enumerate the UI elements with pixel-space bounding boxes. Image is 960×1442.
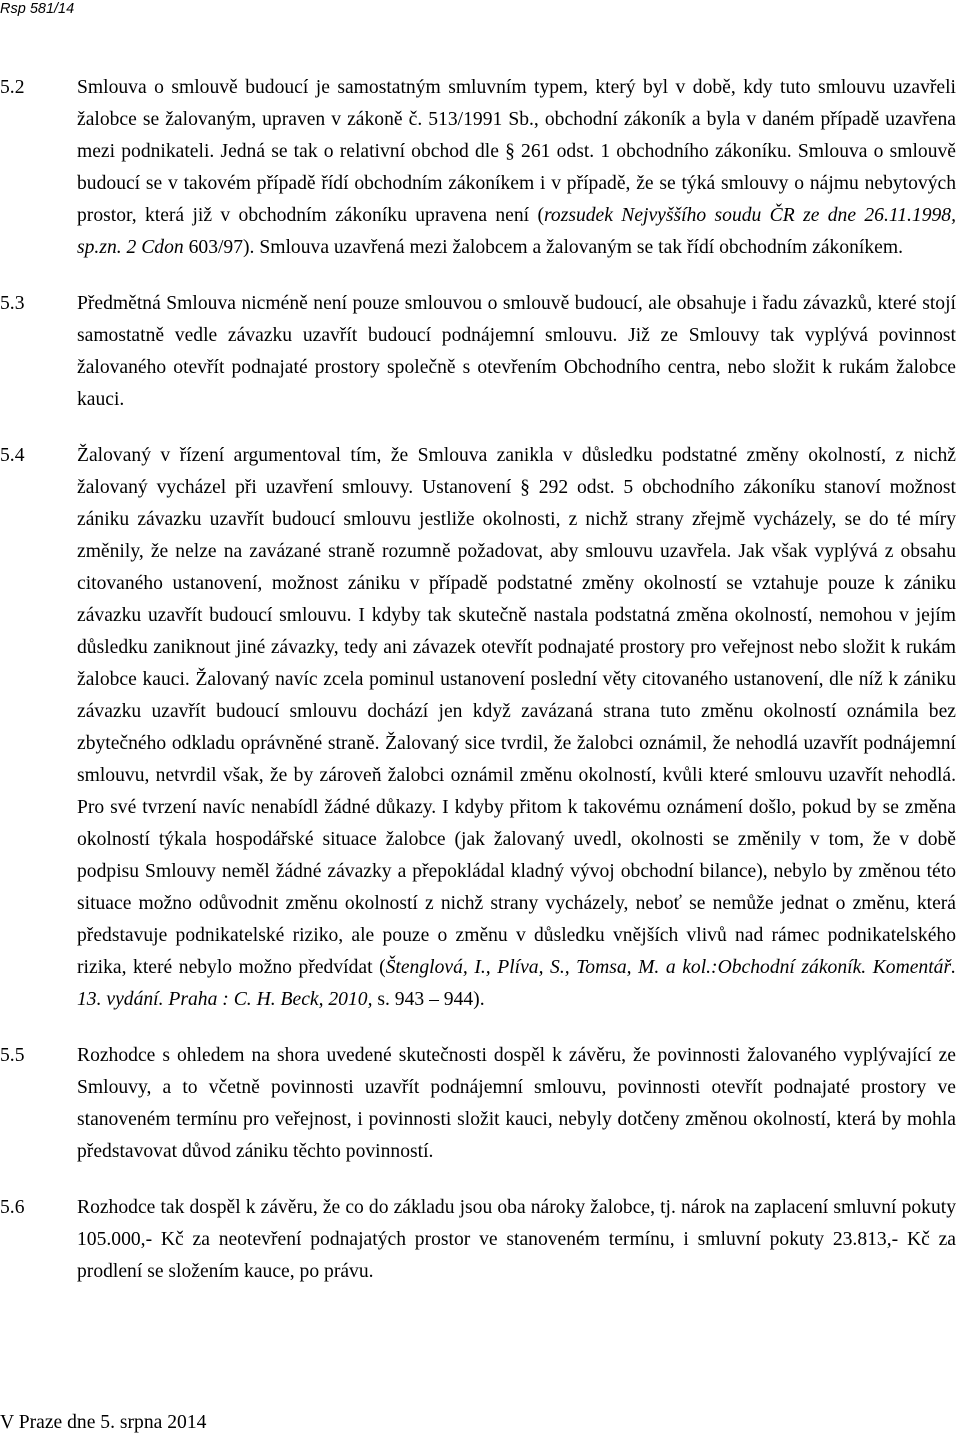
paragraph-number: 5.3 (0, 293, 25, 314)
paragraph-5-4 (0, 440, 956, 1016)
paragraph-5-2 (0, 72, 956, 264)
paragraph-number: 5.6 (0, 1197, 25, 1218)
paragraph-number: 5.2 (0, 77, 25, 98)
paragraph-5-6 (0, 1192, 956, 1288)
text-segment: Rozhodce tak dospěl k závěru, že co do základu jsou oba nároky žalobce, tj. nárok na zaplacení smluvní pokuty 105.000,- Kč za neotevření podnajatých prostor ve stanoveném termínu, i smluvní pokuty 23.813,- Kč za prodlení se složením kauce, po právu. (77, 1197, 956, 1282)
paragraph-text (77, 288, 956, 416)
citation-italic: rozsudek Nejvyššího soudu ČR ze dne 26.11.1998, sp.zn. 2 Cdon (77, 205, 956, 258)
text-segment: s. 943 – 944). (372, 989, 485, 1010)
text-segment: Rozhodce s ohledem na shora uvedené skutečnosti dospěl k závěru, že povinnosti žalovaného vyplývající ze Smlouvy, a to včetně povinnosti uzavřít podnájemní smlouvu, povinnosti otevřít podnajaté prostory ve stanoveném termínu pro veřejnost, i povinnosti složit kauci, nebyly dotčeny změnou okolností, která by mohla představovat důvod zániku těchto povinností. (77, 1045, 956, 1162)
text-segment: Žalovaný v řízení argumentoval tím, že Smlouva zanikla v důsledku podstatné změny okolností, z nichž žalovaný vycházel při uzavření smlouvy. Ustanovení § 292 odst. 5 obchodního zákoníku stanoví možnost zániku závazku uzavřít budoucí smlouvu jestliže okolnosti, z nichž strany zřejmě vycházely, se do té míry změnily, že nelze na zavázané straně rozumně požadovat, aby smlouvu uzavřela. Jak však vyplývá z obsahu citovaného ustanovení, možnost zániku v případě podstatné změny okolností se vztahuje pouze k zániku závazku uzavřít budoucí smlouvu. I kdyby tak skutečně nastala podstatná změna okolností, nemohou v jejím důsledku zaniknout jiné závazky, tedy ani závazek otevřít podnajaté prostory pro veřejnost nebo složit k rukám žalobce kauci. Žalovaný navíc zcela pominul ustanovení poslední věty citovaného ustanovení, dle níž k zániku závazku uzavřít budoucí smlouvu dochází jen když zavázaná strana tuto změnu okolností oznámila bez zbytečného odkladu oprávněné straně. Žalovaný sice tvrdil, že žalobci oznámil, že nehodlá uzavřít podnájemní smlouvu, netvrdil však, že by zároveň žalobci oznámil změnu okolností, kvůli které smlouvu uzavřít nehodlá. Pro své tvrzení navíc nenabídl žádné důkazy. I kdyby přitom k takovému oznámení došlo, pokud by se změna okolností týkala hospodářské situace žalobce (jak žalovaný uvedl, okolnosti se změnily v tom, že v době podpisu Smlouvy neměl žádné závazky a přepokládal kladný vývoj obchodní bilance), nebylo by změnou této situace možno odůvodnit změnu okolností z nichž strany vycházely, neboť se nemůže jednat o změnu, která představuje podnikatelské riziko, ale pouze o změnu v důsledku vnějších vlivů nad rámec podnikatelského rizika, které nebylo možno předvídat ( (77, 445, 956, 978)
text-segment: Smlouva o smlouvě budoucí je samostatným smluvním typem, který byl v době, kdy tuto smlouvu uzavřeli žalobce se žalovaným, upraven v zákoně č. 513/1991 Sb., obchodní zákoník a byla v daném případě uzavřena mezi podnikateli. Jedná se tak o relativní obchod dle § 261 odst. 1 obchodního zákoníku. Smlouva o smlouvě budoucí se v takovém případě řídí obchodním zákoníkem i v případě, že se týká smlouvy o nájmu nebytových prostor, která již v obchodním zákoníku upravena není ( (77, 77, 956, 226)
paragraph-text (77, 440, 956, 1016)
paragraph-5-3 (0, 288, 956, 416)
paragraph-text (77, 1192, 956, 1288)
paragraph-text (77, 1040, 956, 1168)
paragraph-5-5 (0, 1040, 956, 1168)
paragraph-number: 5.4 (0, 445, 25, 466)
citation-italic: Štenglová, I., Plíva, S., Tomsa, M. a kol.:Obchodní zákoník. Komentář. 13. vydání. Praha : C. H. Beck, 2010, (77, 957, 956, 1010)
paragraph-number: 5.5 (0, 1045, 25, 1066)
document-body (0, 72, 956, 1312)
document-reference: Rsp 581/14 (0, 1, 75, 17)
place-date-line: V Praze dne 5. srpna 2014 (0, 1412, 207, 1433)
text-segment: 603/97). Smlouva uzavřená mezi žalobcem a žalovaným se tak řídí obchodním zákoníkem. (183, 237, 903, 258)
text-segment: Předmětná Smlouva nicméně není pouze smlouvou o smlouvě budoucí, ale obsahuje i řadu závazků, které stojí samostatně vedle závazku uzavřít budoucí podnájemní smlouvu. Již ze Smlouvy tak vyplývá povinnost žalovaného otevřít podnajaté prostory společně s otevřením Obchodního centra, nebo složit k rukám žalobce kauci. (77, 293, 956, 410)
paragraph-text (77, 72, 956, 264)
